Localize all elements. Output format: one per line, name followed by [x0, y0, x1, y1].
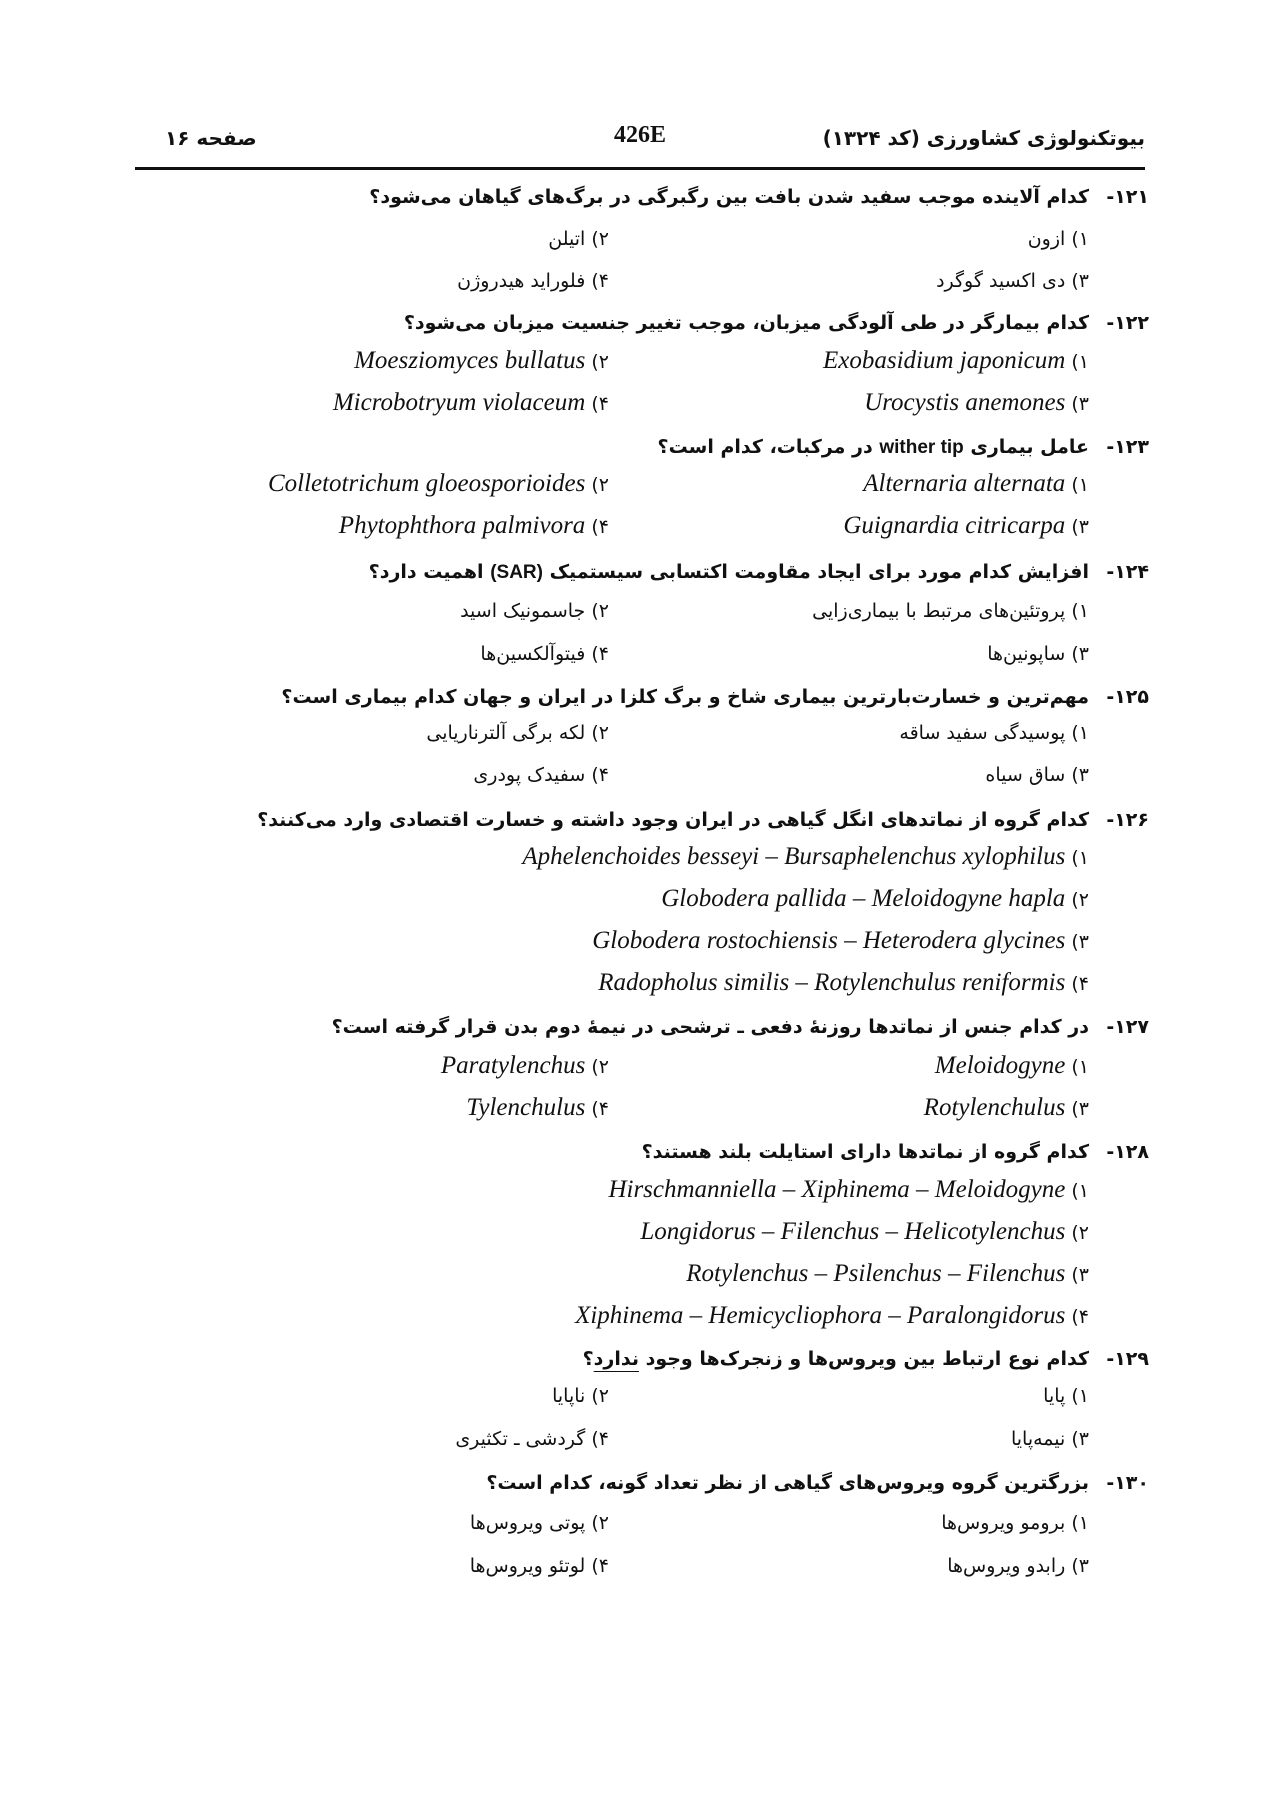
- negation-emphasis: ندارد: [593, 1348, 639, 1370]
- option-1[interactable]: ۱) Hirschmanniella – Xiphinema – Meloidogyne: [608, 1176, 1089, 1203]
- question-stem: کدام گروه از نماتدهای انگل گیاهی در ایران وجود داشته و خسارت اقتصادی وارد می‌کنند؟: [257, 809, 1089, 831]
- question-number: ۱۲۷-: [1106, 1016, 1149, 1038]
- option-3[interactable]: ۳) Urocystis anemones: [864, 389, 1089, 416]
- option-1[interactable]: ۱) Exobasidium japonicum: [822, 347, 1089, 374]
- question-stem: بزرگترین گروه ویروس‌های گیاهی از نظر تعداد گونه، کدام است؟: [486, 1472, 1089, 1494]
- question-stem: افزایش کدام مورد برای ایجاد مقاومت اکتسابی سیستمیک (SAR) اهمیت دارد؟: [368, 561, 1089, 583]
- option-2[interactable]: ۲) Moesziomyces bullatus: [354, 347, 609, 374]
- option-2[interactable]: ۲) ناپایا: [552, 1385, 609, 1407]
- question-number: ۱۲۸-: [1106, 1141, 1149, 1163]
- question-stem: کدام آلاینده موجب سفید شدن بافت بین رگبرگی در برگ‌های گیاهان می‌شود؟: [369, 186, 1089, 208]
- option-4[interactable]: ۴) Radopholus similis – Rotylenchulus reniformis: [598, 969, 1089, 996]
- option-3[interactable]: ۳) نیمه‌پایا: [1010, 1428, 1089, 1450]
- question-number: ۱۲۴-: [1106, 561, 1149, 583]
- option-1[interactable]: ۱) Alternaria alternata: [863, 470, 1089, 497]
- question-number: ۱۲۶-: [1106, 809, 1149, 831]
- option-2[interactable]: ۲) پوتی ویروس‌ها: [469, 1512, 609, 1534]
- question-number: ۱۳۰-: [1106, 1472, 1149, 1494]
- option-3[interactable]: ۳) Globodera rostochiensis – Heterodera glycines: [592, 927, 1089, 954]
- option-2[interactable]: ۲) Colletotrichum gloeosporioides: [267, 470, 609, 497]
- question-stem: عامل بیماری wither tip در مرکبات، کدام است؟: [657, 436, 1089, 458]
- question-130: [0, 1466, 1279, 1506]
- option-3[interactable]: ۳) دی اکسید گوگرد: [936, 270, 1089, 292]
- option-2[interactable]: ۲) اتیلن: [548, 228, 609, 250]
- option-4[interactable]: ۴) Xiphinema – Hemicycliophora – Paralongidorus: [575, 1302, 1089, 1329]
- question-124: [0, 555, 1279, 595]
- option-2[interactable]: ۲) جاسمونیک اسید: [460, 600, 609, 622]
- question-122: [0, 306, 1279, 346]
- option-2[interactable]: ۲) لکه برگی آلترناریایی: [426, 722, 609, 744]
- option-4[interactable]: ۴) فیتوآلکسین‌ها: [480, 643, 609, 665]
- question-121: [0, 180, 1279, 220]
- question-stem: کدام گروه از نماتدها دارای استایلت بلند هستند؟: [641, 1141, 1089, 1163]
- option-3[interactable]: ۳) رابدو ویروس‌ها: [947, 1555, 1089, 1577]
- disease-name: wither tip: [879, 437, 964, 458]
- question-number: ۱۲۱-: [1106, 186, 1149, 208]
- question-number: ۱۲۳-: [1106, 436, 1149, 458]
- option-4[interactable]: ۴) Phytophthora palmivora: [338, 512, 609, 539]
- booklet-code: 426E: [613, 122, 666, 148]
- question-number: ۱۲۵-: [1106, 686, 1149, 708]
- option-3[interactable]: ۳) Rotylenchus – Psilenchus – Filenchus: [686, 1260, 1089, 1287]
- page-header: [135, 120, 1145, 160]
- question-125: [0, 680, 1279, 720]
- option-3[interactable]: ۳) ساپونین‌ها: [987, 643, 1089, 665]
- option-1[interactable]: ۱) Aphelenchoides besseyi – Bursaphelenchus xylophilus: [522, 843, 1089, 870]
- option-3[interactable]: ۳) Guignardia citricarpa: [843, 512, 1089, 539]
- option-2[interactable]: ۲) Paratylenchus: [440, 1052, 609, 1079]
- option-1[interactable]: ۱) Meloidogyne: [934, 1052, 1089, 1079]
- option-1[interactable]: ۱) پروتئین‌های مرتبط با بیماری‌زایی: [812, 600, 1089, 622]
- option-3[interactable]: ۳) ساق سیاه: [985, 764, 1089, 786]
- page-number: صفحه ۱۶: [165, 126, 257, 150]
- question-stem: در کدام جنس از نماتدها روزنهٔ دفعی ـ ترشحی در نیمهٔ دوم بدن قرار گرفته است؟: [331, 1016, 1089, 1038]
- question-123: [0, 430, 1279, 470]
- option-4[interactable]: ۴) Microbotryum violaceum: [332, 389, 609, 416]
- course-title: بیوتکنولوژی کشاورزی (کد ۱۳۲۴): [822, 126, 1145, 150]
- question-126: [0, 803, 1279, 843]
- option-3[interactable]: ۳) Rotylenchulus: [923, 1094, 1089, 1121]
- option-1[interactable]: ۱) ازون: [1027, 228, 1089, 250]
- question-129: [0, 1342, 1279, 1382]
- option-4[interactable]: ۴) گردشی ـ تکثیری: [455, 1428, 609, 1450]
- option-1[interactable]: ۱) پوسیدگی سفید ساقه: [899, 722, 1089, 744]
- header-divider: [135, 167, 1145, 170]
- option-4[interactable]: ۴) لوتئو ویروس‌ها: [469, 1555, 609, 1577]
- question-stem: کدام نوع ارتباط بین ویروس‌ها و زنجرک‌ها وجود ندارد؟: [582, 1348, 1089, 1370]
- question-number: ۱۲۲-: [1106, 312, 1149, 334]
- question-stem: کدام بیمارگر در طی آلودگی میزبان، موجب تغییر جنسیت میزبان می‌شود؟: [403, 312, 1089, 334]
- question-stem: مهم‌ترین و خسارت‌بارترین بیماری شاخ و برگ کلزا در ایران و جهان کدام بیماری است؟: [281, 686, 1089, 708]
- option-2[interactable]: ۲) Longidorus – Filenchus – Helicotylenchus: [640, 1218, 1089, 1245]
- question-128: [0, 1135, 1279, 1175]
- question-127: [0, 1010, 1279, 1050]
- question-number: ۱۲۹-: [1106, 1348, 1149, 1370]
- option-1[interactable]: ۱) برومو ویروس‌ها: [941, 1512, 1089, 1534]
- option-4[interactable]: ۴) سفیدک پودری: [473, 764, 609, 786]
- abbreviation: (SAR): [490, 562, 543, 583]
- option-4[interactable]: ۴) Tylenchulus: [466, 1094, 609, 1121]
- option-4[interactable]: ۴) فلوراید هیدروژن: [457, 270, 609, 292]
- option-2[interactable]: ۲) Globodera pallida – Meloidogyne hapla: [661, 885, 1089, 912]
- option-1[interactable]: ۱) پایا: [1043, 1385, 1089, 1407]
